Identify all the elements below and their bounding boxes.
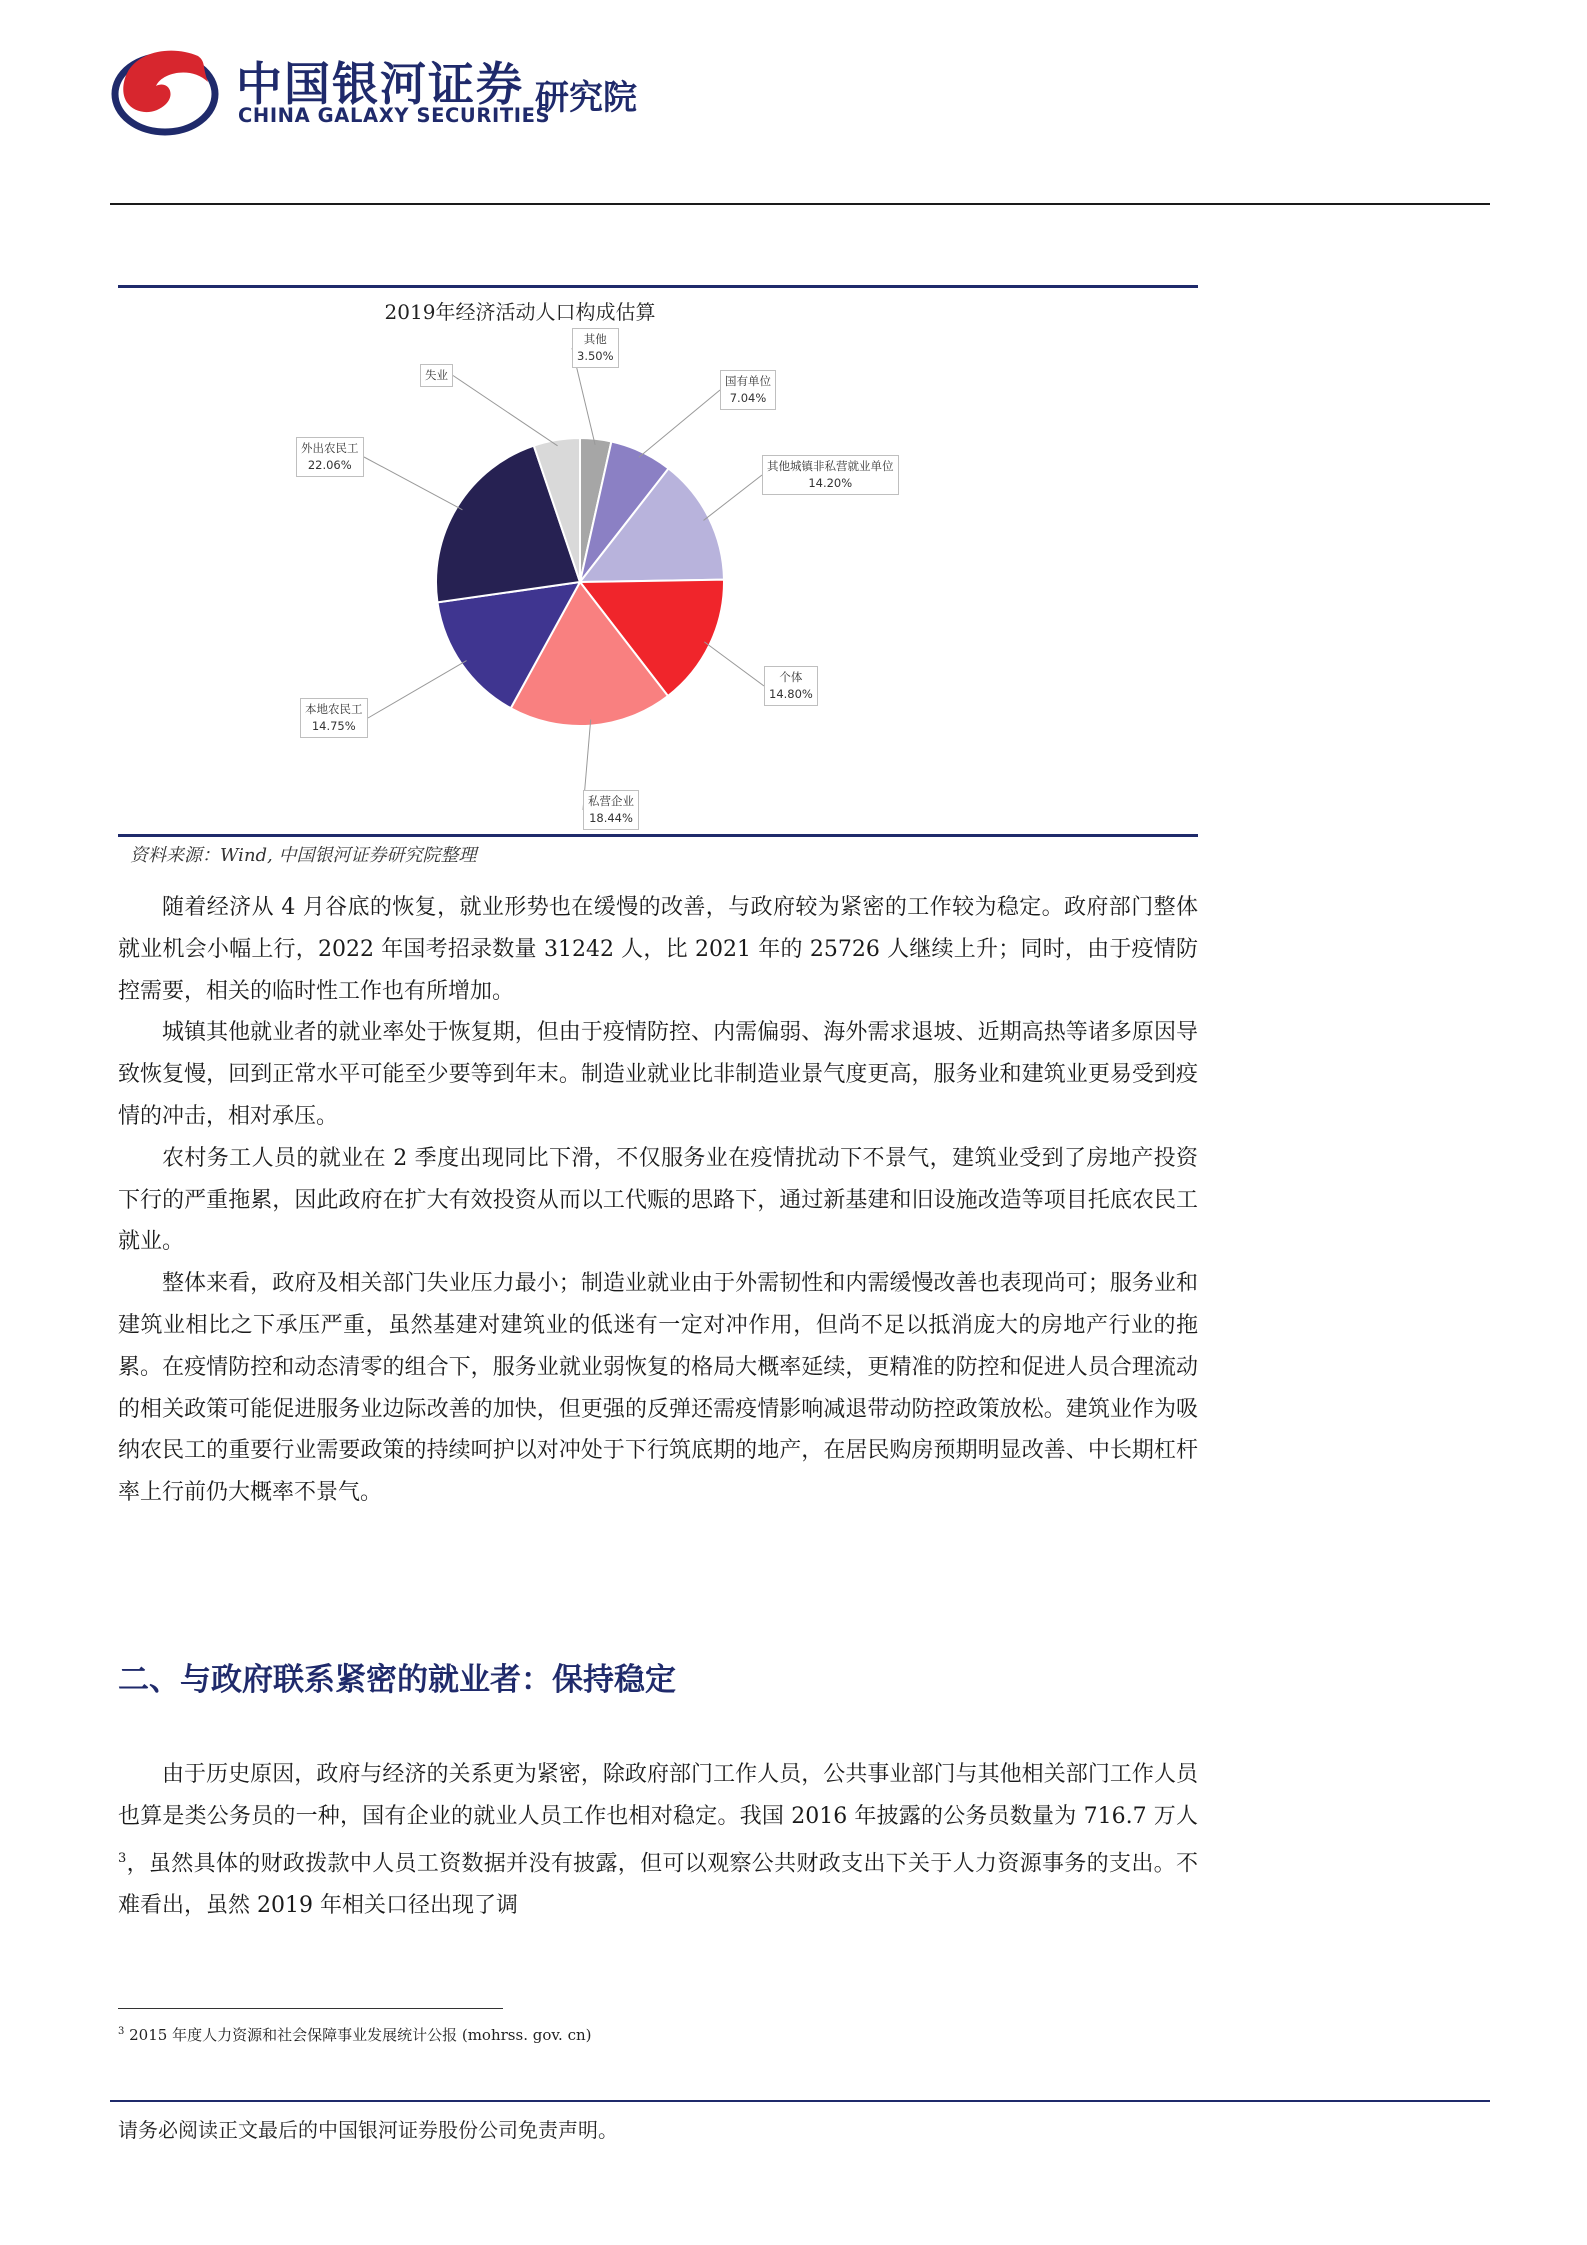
slice-value: 18.44% [589,811,633,825]
leader-line [368,661,467,718]
slice-value: 14.80% [769,687,813,701]
paragraph: 由于历史原因，政府与经济的关系更为紧密，除政府部门工作人员，公共事业部门与其他相关部门工作人员也算是类公务员的一种，国有企业的就业人员工作也相对稳定。我国 2016 年披露的公务员数量为 716.7 万人$^3$，虽然具体的财政拨款中人员工资数据并没有披露，但可以观察公共财政支出下关于人力资源事务的支出。不难看出，虽然 2019 年相关口径出现了调 [118,1762,1198,1918]
paragraph: 整体来看，政府及相关部门失业压力最小；制造业就业由于外需韧性和内需缓慢改善也表现尚可；服务业和建筑业相比之下承压严重，虽然基建对建筑业的低迷有一定对冲作用，但尚不足以抵消庞大的房地产行业的拖累。在疫情防控和动态清零的组合下，服务业就业弱恢复的格局大概率延续，更精准的防控和促进人员合理流动的相关政策可能促进服务业边际改善的加快，但更强的反弹还需疫情影响减退带动防控政策放松。建筑业作为吸纳农民工的重要行业需要政策的持续呵护以对冲处于下行筑底期的地产，在居民购房预期明显改善、中长期杠杆率上行前仍大概率不景气。 [118,1271,1198,1506]
footnote-divider [118,2008,503,2009]
footnote: $^3$ 2015 年度人力资源和社会保障事业发展统计公报 (mohrss. gov. cn) [118,2026,592,2044]
slice-callout [572,328,619,368]
slice-value: 14.75% [311,719,356,733]
leader-line [704,475,762,520]
section-heading: 二、与政府联系紧密的就业者：保持稳定 [118,1662,676,1698]
slice-value: 3.50% [577,349,614,363]
pie-chart [250,320,950,840]
figure-bottom-rule [118,834,1198,837]
slice-callout [764,666,818,706]
slice-label: 失业 [425,368,448,382]
footnote-ref[interactable]: 3 [118,1850,127,1866]
footer-divider [110,2100,1490,2102]
page-header [0,0,1587,210]
chart-title: 2019年经济活动人口构成估算 [384,300,656,324]
slice-callout [296,437,364,477]
slice-callout [583,790,639,830]
slice-label: 个体 [779,670,803,684]
slice-label: 其他 [583,332,607,346]
figure-top-rule [118,285,1198,288]
body-section-1 [118,887,1198,1514]
slice-label: 私营企业 [588,794,634,808]
slice-label: 本地农民工 [305,702,363,716]
body-section-2 [118,1754,1198,1927]
leader-line [453,376,558,446]
leader-line [639,390,720,457]
slice-value: 22.06% [307,458,352,472]
slice-callout [762,455,899,495]
leader-line [364,457,462,510]
slice-callout [300,698,368,738]
slice-callout [720,370,776,410]
institute-label: 研究院 [535,78,637,118]
slice-label: 其他城镇非私营就业单位 [767,459,894,473]
slice-value: 14.20% [808,476,853,490]
slice-callout [420,364,453,387]
brand-name-cn: 中国银河证券 [236,57,524,111]
slice-label: 国有单位 [725,374,771,388]
header-divider [110,203,1490,205]
figure-source: 资料来源：Wind, 中国银河证券研究院整理 [130,845,477,866]
slice-label: 外出农民工 [301,441,359,455]
footer-disclaimer: 请务必阅读正文最后的中国银河证券股份公司免责声明。 [118,2118,618,2142]
leader-line [704,642,764,686]
slice-value: 7.04% [729,391,767,405]
paragraph: 农村务工人员的就业在 2 季度出现同比下滑，不仅服务业在疫情扰动下不景气，建筑业受到了房地产投资下行的严重拖累，因此政府在扩大有效投资从而以工代赈的思路下，通过新基建和旧设施改造等项目托底农民工就业。 [118,1145,1198,1255]
paragraph: 随着经济从 4 月谷底的恢复，就业形势也在缓慢的改善，与政府较为紧密的工作较为稳定。政府部门整体就业机会小幅上行，2022 年国考招录数量 31242 人，比 2021 年的 25726 人继续上升；同时，由于疫情防控需要，相关的临时性工作也有所增加。 [118,895,1198,1004]
paragraph: 城镇其他就业者的就业率处于恢复期，但由于疫情防控、内需偏弱、海外需求退坡、近期高热等诸多原因导致恢复慢，回到正常水平可能至少要等到年末。制造业就业比非制造业景气度更高，服务业和建筑业更易受到疫情的冲击，相对承压。 [118,1020,1198,1129]
galaxy-logo-icon [110,42,225,142]
brand-name-en: CHINA GALAXY SECURITIES [238,104,551,127]
